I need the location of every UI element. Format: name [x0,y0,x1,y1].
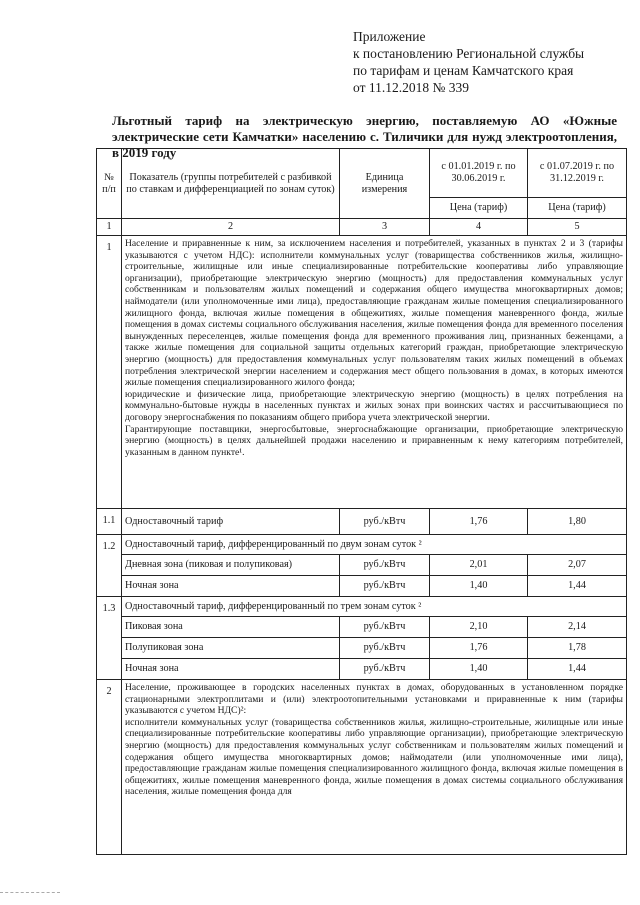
row-1-3-num: 1.3 [97,597,122,680]
row-1-2-num: 1.2 [97,535,122,597]
row-1-3-zone-2-label: Полупиковая зона [122,638,340,659]
row-1-1-unit: руб./кВтч [340,509,430,535]
row-1-2-zone-2-label: Ночная зона [122,576,340,597]
header-price-2: Цена (тариф) [528,198,627,219]
row-1-3-zone-3-value-1: 1,40 [430,659,528,680]
row-1-3-zone-3-label: Ночная зона [122,659,340,680]
row-1-3-zone-3-unit: руб./кВтч [340,659,430,680]
colnum-5: 5 [528,219,627,236]
colnum-3: 3 [340,219,430,236]
row-1-2-zone-1-unit: руб./кВтч [340,555,430,576]
header-period-2: с 01.07.2019 г. по 31.12.2019 г. [528,149,627,198]
scan-edge-mark [0,892,60,895]
section-1-num: 1 [97,236,122,509]
section-1-text [122,236,627,509]
row-1-1-value-2: 1,80 [528,509,627,535]
appendix-line-3: по тарифам и ценам Камчатского края [353,63,574,78]
row-1-3-zone-3-value-2: 1,44 [528,659,627,680]
section-2-paragraph-2: исполнители коммунальных услуг (товарищества собственников жилья, жилищно-строительные, жилищные или иные специализированные потребительские кооперативы либо управляющие организации), приобретающие электрическую энергию (мощность) для предоставления коммунальных услуг собственникам и пользователям жилых помещений и содержания общего имущества многоквартирных домов; наймодатели (или уполномоченные ими лица), предоставляющие гражданам жилые помещения специализированного жилищного фонда, включая жилые помещения в общежитиях, жилые помещения маневренного фонда, жилые помещения в домах системы социального обслуживания населения, жилые помещения фонда для [125,716,623,798]
row-1-1-value-1: 1,76 [430,509,528,535]
row-1-2-zone-2-unit: руб./кВтч [340,576,430,597]
header-num: № п/п [97,149,122,219]
appendix-block [353,28,623,96]
row-1-3-zone-2-value-1: 1,76 [430,638,528,659]
row-1-1-label: Одноставочный тариф [122,509,340,535]
row-1-2-label: Одноставочный тариф, дифференцированный по двум зонам суток ² [122,535,627,555]
header-unit: Единица измерения [340,149,430,219]
row-1-3-zone-1-unit: руб./кВтч [340,617,430,638]
colnum-1: 1 [97,219,122,236]
header-period-1: с 01.01.2019 г. по 30.06.2019 г. [430,149,528,198]
section-2-num: 2 [97,680,122,855]
row-1-3-zone-2-unit: руб./кВтч [340,638,430,659]
row-1-3-label: Одноставочный тариф, дифференцированный по трем зонам суток ² [122,597,627,617]
section-1-paragraph-2: юридические и физические лица, приобретающие электрическую энергию (мощность) в целях потребления на коммунально-бытовые нужды в населенных пунктах и жилых зонах при воинских частях и рассчитывающиеся по договору энергоснабжения по показаниям общего прибора учета электрической энергии. [125,388,623,423]
appendix-line-1: Приложение [353,29,426,44]
row-1-2-zone-1-label: Дневная зона (пиковая и полупиковая) [122,555,340,576]
header-indicator: Показатель (группы потребителей с разбивкой по ставкам и дифференциацией по зонам суток) [122,149,340,219]
tariff-table [96,148,627,855]
row-1-2-zone-2-value-1: 1,40 [430,576,528,597]
colnum-4: 4 [430,219,528,236]
section-1-paragraph-1: Население и приравненные к ним, за исключением населения и потребителей, указанных в пунктах 2 и 3 (тарифы указываются с учетом НДС): исполнители коммунальных услуг (товарищества собственников жилья, жилищно-строительные, жилищные или иные специализированные потребительские кооперативы либо управляющие организации), приобретающие электрическую энергию (мощность) для предоставления коммунальных услуг собственникам и пользователям жилых помещений и содержания общего имущества многоквартирных домов; наймодатели (или уполномоченные ими лица), предоставляющие гражданам жилые помещения специализированного жилищного фонда, включая жилые помещения в общежитиях, жилые помещения маневренного фонда, жилые помещения в домах системы социального обслуживания населения, жилые помещения фонда для временного поселения вынужденных переселенцев, жилые помещения фонда для временного проживания лиц, признанных беженцами, а также жилые помещения для социальной защиты отдельных категорий граждан, приобретающие электрическую энергию (мощность) для предоставления коммунальных услуг пользователям таких жилых помещений в объемах потребления электрической энергии населением и содержания мест общего пользования в домах, в которых имеются жилые помещения специализированного жилого фонда; [125,238,623,389]
colnum-2: 2 [122,219,340,236]
header-price-1: Цена (тариф) [430,198,528,219]
section-2-text [122,680,627,855]
row-1-3-zone-1-label: Пиковая зона [122,617,340,638]
row-1-2-zone-2-value-2: 1,44 [528,576,627,597]
section-1-paragraph-3: Гарантирующие поставщики, энергосбытовые, энергоснабжающие организации, приобретающие электрическую энергию (мощность) в целях дальнейшей продажи населению и приравненным к нему категориям потребителей, указанным в данном пункте¹. [125,423,623,458]
row-1-2-zone-1-value-2: 2,07 [528,555,627,576]
appendix-line-4: от 11.12.2018 № 339 [353,80,469,95]
row-1-3-zone-1-value-1: 2,10 [430,617,528,638]
row-1-1-num: 1.1 [97,509,122,535]
row-1-3-zone-1-value-2: 2,14 [528,617,627,638]
document-title: Льготный тариф на электрическую энергию, поставляемую АО «Южные электрические сети Камчатки» населению с. Тиличики для нужд электроотопления, в 2019 году [112,113,617,160]
row-1-2-zone-1-value-1: 2,01 [430,555,528,576]
section-2-paragraph-1: Население, проживающее в городских населенных пунктах в домах, оборудованных в установленном порядке стационарными электроплитами и (или) электроотопительными установками и приравненные к ним (тарифы указываются с учетом НДС)²: [125,682,623,717]
row-1-3-zone-2-value-2: 1,78 [528,638,627,659]
appendix-line-2: к постановлению Региональной службы [353,46,585,61]
